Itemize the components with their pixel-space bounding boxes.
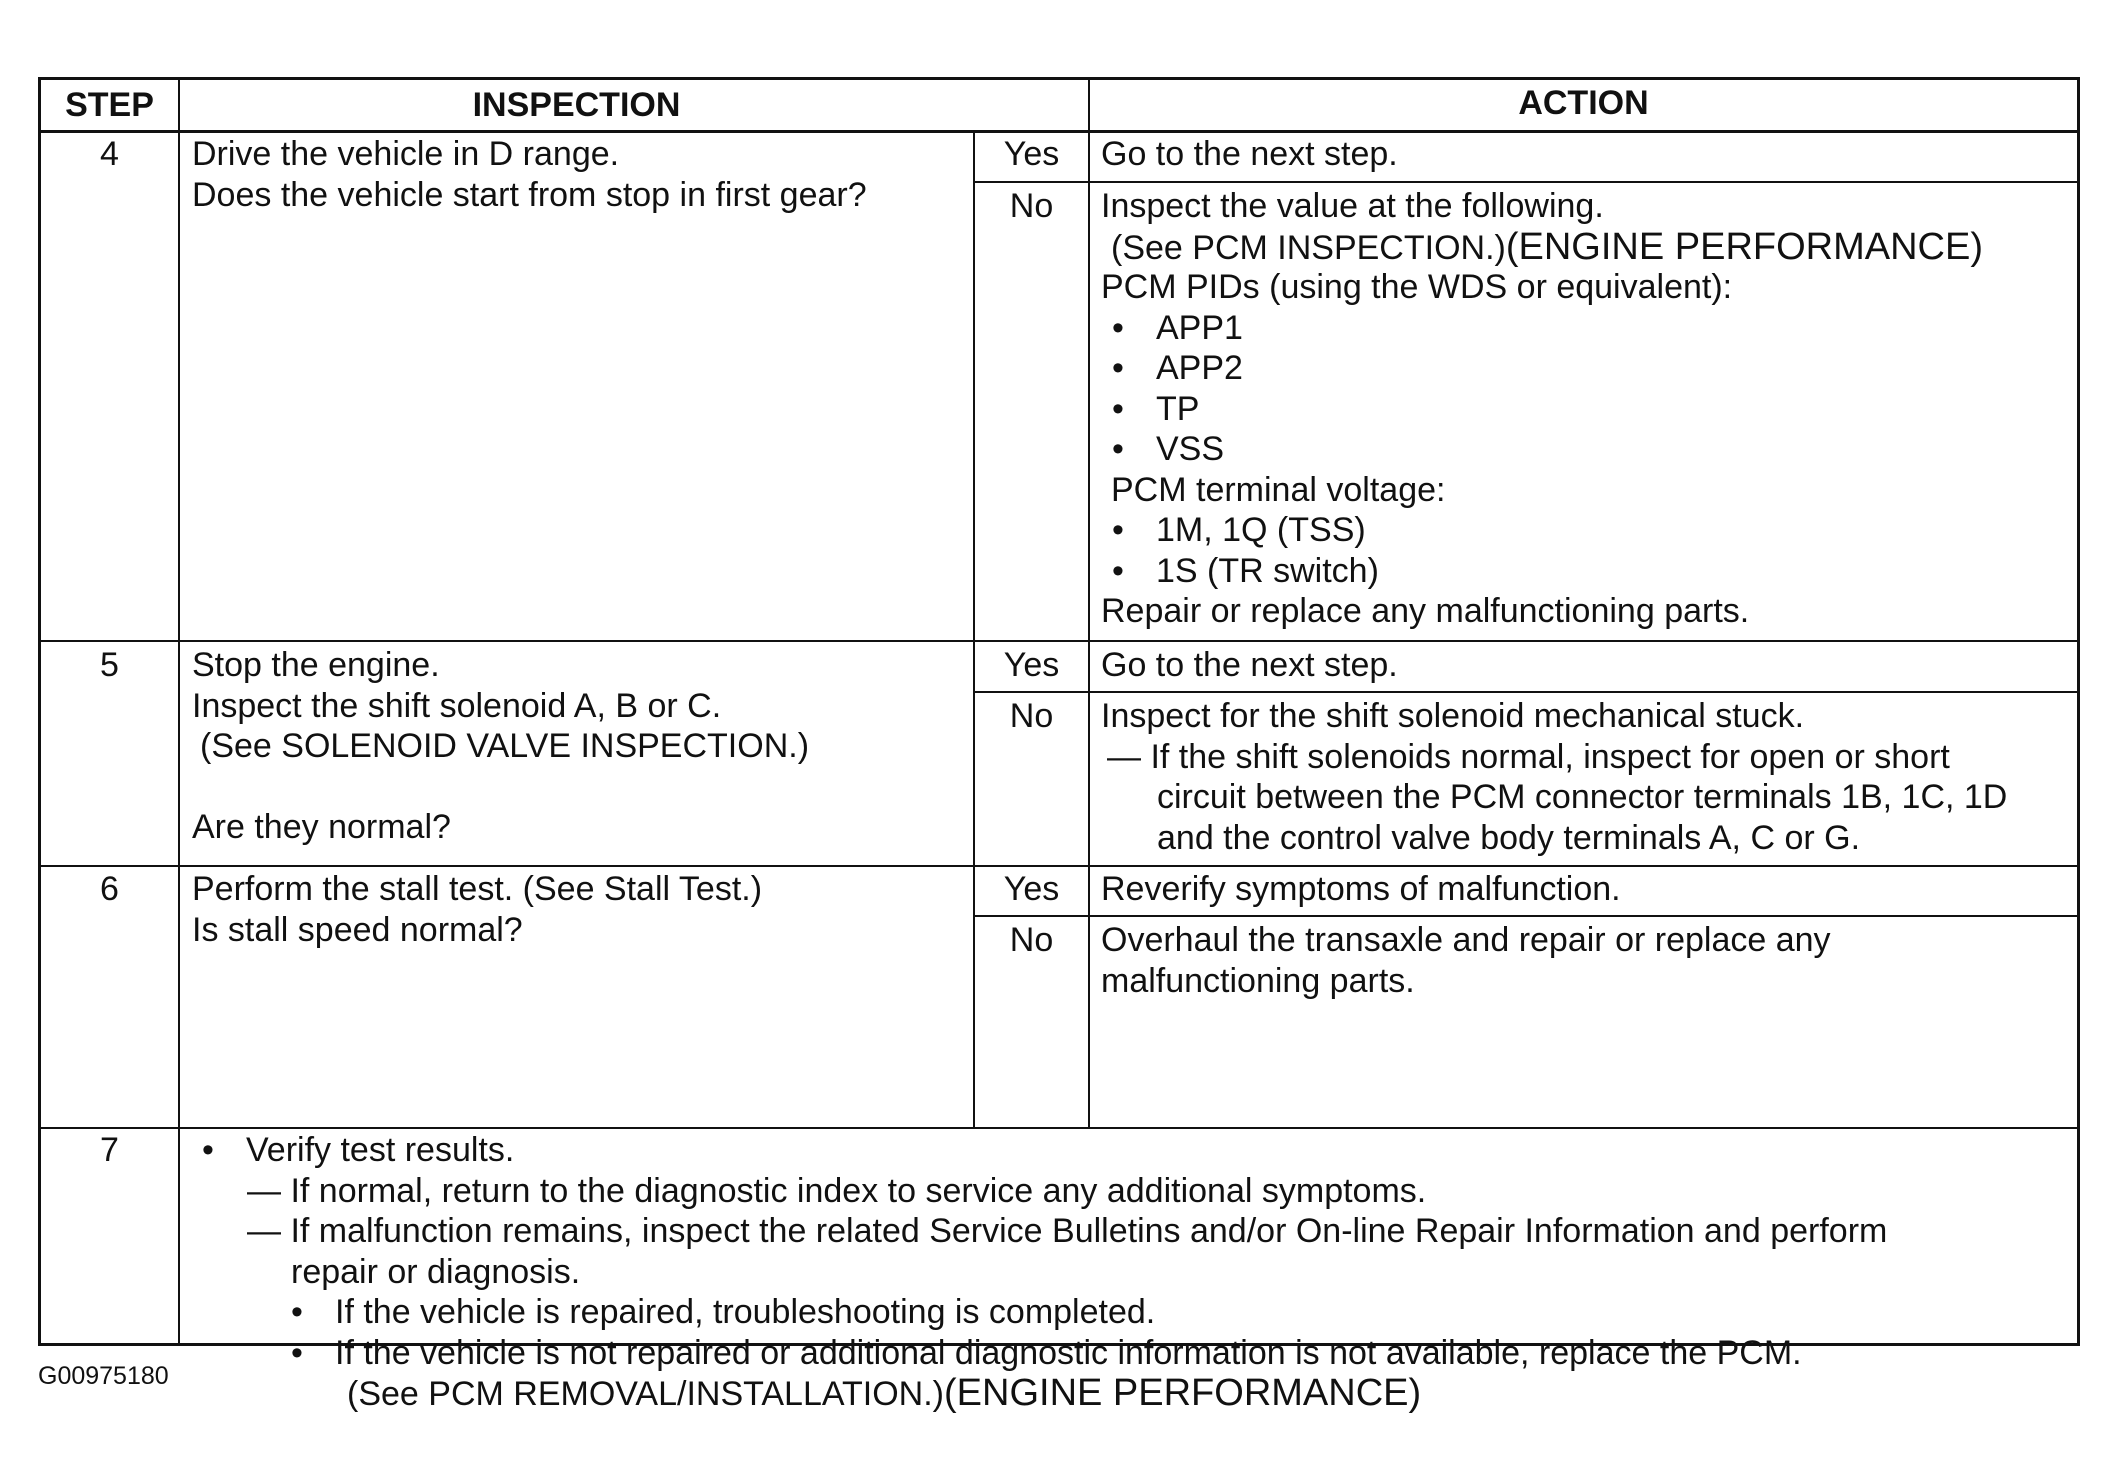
- step-6-yes-action: Reverify symptoms of malfunction.: [1101, 870, 1621, 908]
- step-4-yes-label: Yes: [1003, 135, 1060, 173]
- step-5-no-label: No: [1009, 697, 1054, 735]
- pid-item: • APP1: [1156, 308, 1243, 349]
- row5-divider: [41, 865, 2077, 867]
- col-divider-action: [1088, 80, 1090, 1129]
- row4-yes-divider: [973, 181, 2077, 183]
- action-line: malfunctioning parts.: [1101, 961, 1415, 1000]
- header-action: ACTION: [1518, 84, 1649, 122]
- terminal-item: • 1S (TR switch): [1156, 551, 1379, 592]
- step-4-no-label: No: [1009, 187, 1054, 225]
- step-5-inspection-line: Are they normal?: [192, 808, 451, 846]
- verify-item: • Verify test results.: [246, 1130, 514, 1171]
- reference-section: (ENGINE PERFORMANCE): [1505, 225, 1983, 268]
- step-5-yes-label: Yes: [1003, 646, 1060, 684]
- terminal-item: • 1M, 1Q (TSS): [1156, 510, 1366, 551]
- header-step: STEP: [65, 86, 154, 124]
- action-see-reference: [1111, 227, 1983, 269]
- step-6-number: 6: [100, 870, 119, 908]
- step-5-inspection-line: Stop the engine.: [192, 646, 440, 684]
- step-4-inspection-line: Drive the vehicle in D range.: [192, 135, 620, 173]
- result-line: — If malfunction remains, inspect the related Service Bulletins and/or On-line Repair Information and perform: [247, 1212, 1888, 1250]
- action-line: Overhaul the transaxle and repair or replace any: [1101, 921, 1831, 959]
- pid-item: • TP: [1156, 389, 1199, 430]
- step-6-no-label: No: [1009, 921, 1054, 959]
- action-line: — If the shift solenoids normal, inspect for open or short: [1107, 737, 1950, 776]
- step-5-yes-action: Go to the next step.: [1101, 646, 1398, 684]
- step-6-inspection-line: Perform the stall test. (See Stall Test.): [192, 870, 763, 908]
- row4-divider: [41, 640, 2077, 642]
- header-inspection: INSPECTION: [472, 86, 681, 124]
- col-divider-yesno: [973, 130, 975, 1129]
- row6-divider: [41, 1127, 2077, 1129]
- reference-text: (See PCM REMOVAL/INSTALLATION.): [347, 1375, 945, 1413]
- col-divider-step: [178, 80, 180, 1346]
- pid-item: • VSS: [1156, 429, 1224, 470]
- step-4-number: 4: [100, 135, 119, 173]
- result-line: — If normal, return to the diagnostic index to service any additional symptoms.: [247, 1171, 1427, 1210]
- pid-item: • APP2: [1156, 348, 1243, 389]
- step-6-inspection-line: Is stall speed normal?: [192, 910, 523, 949]
- figure-id: G00975180: [38, 1362, 169, 1390]
- action-line: and the control valve body terminals A, C or G.: [1157, 818, 1861, 857]
- step-6-yes-label: Yes: [1003, 870, 1060, 908]
- action-line: Inspect for the shift solenoid mechanical stuck.: [1101, 697, 1805, 735]
- action-line: Inspect the value at the following.: [1101, 187, 1604, 225]
- sub-item: • If the vehicle is not repaired or additional diagnostic information is not available, replace the PCM.: [335, 1333, 1802, 1374]
- reference-text: (See PCM INSPECTION.): [1111, 228, 1506, 267]
- row5-yes-divider: [973, 691, 2077, 693]
- header-divider: [41, 130, 2077, 133]
- action-line: Repair or replace any malfunctioning parts.: [1101, 592, 1750, 630]
- step-5-inspection-line: (See SOLENOID VALVE INSPECTION.): [200, 727, 810, 765]
- action-line: PCM PIDs (using the WDS or equivalent):: [1101, 268, 1733, 306]
- action-line: circuit between the PCM connector terminals 1B, 1C, 1D: [1157, 778, 2008, 816]
- step-7-number: 7: [100, 1131, 119, 1169]
- row6-yes-divider: [973, 915, 2077, 917]
- step-5-inspection-line: Inspect the shift solenoid A, B or C.: [192, 686, 722, 725]
- step-7-reference: [347, 1373, 1421, 1415]
- action-line: PCM terminal voltage:: [1111, 470, 1446, 509]
- result-line: repair or diagnosis.: [291, 1252, 581, 1291]
- step-4-yes-action: Go to the next step.: [1101, 135, 1398, 173]
- step-5-number: 5: [100, 646, 119, 684]
- reference-section: (ENGINE PERFORMANCE): [944, 1372, 1422, 1414]
- step-4-inspection-line: Does the vehicle start from stop in first gear?: [192, 175, 867, 214]
- sub-item: • If the vehicle is repaired, troubleshooting is completed.: [335, 1292, 1155, 1333]
